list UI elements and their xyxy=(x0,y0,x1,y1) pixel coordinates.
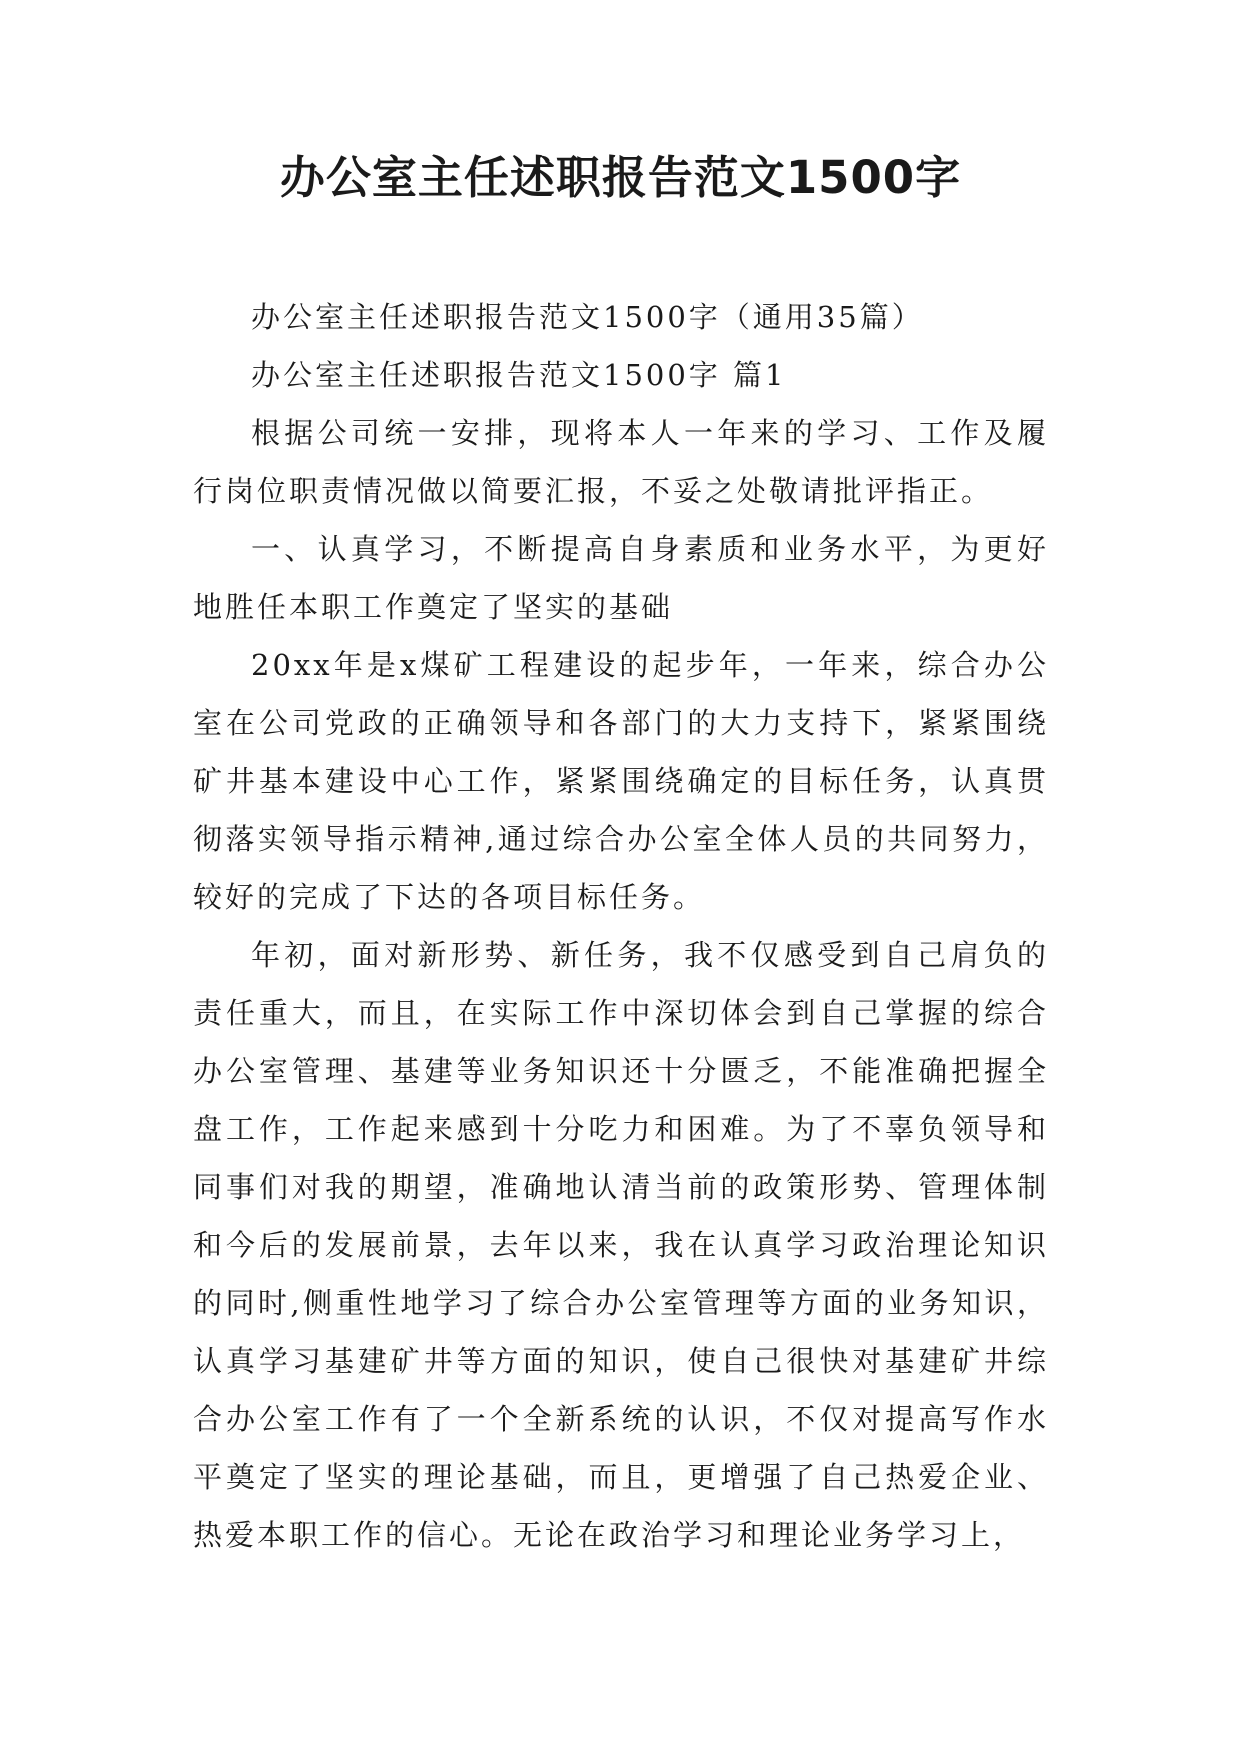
paragraph-heading-one: 一、认真学习，不断提高自身素质和业务水平，为更好地胜任本职工作奠定了坚实的基础 xyxy=(193,532,1049,624)
document-title: 办公室主任述职报告范文1500字 xyxy=(279,151,962,204)
section-heading: 办公室主任述职报告范文1500字 篇1 xyxy=(251,358,787,392)
document-subtitle: 办公室主任述职报告范文1500字（通用35篇） xyxy=(251,300,924,334)
paragraph-intro: 根据公司统一安排，现将本人一年来的学习、工作及履行岗位职责情况做以简要汇报，不妥之处敬请批评指正。 xyxy=(193,416,1049,508)
document-body xyxy=(193,288,1049,1564)
paragraph-summary: 20xx年是x煤矿工程建设的起步年，一年来，综合办公室在公司党政的正确领导和各部门的大力支持下，紧紧围绕矿井基本建设中心工作，紧紧围绕确定的目标任务，认真贯彻落实领导指示精神,通过综合办公室全体人员的共同努力，较好的完成了下达的各项目标任务。 xyxy=(193,648,1049,914)
paragraph-study: 年初，面对新形势、新任务，我不仅感受到自己肩负的责任重大，而且，在实际工作中深切体会到自己掌握的综合办公室管理、基建等业务知识还十分匮乏，不能准确把握全盘工作，工作起来感到十分吃力和困难。为了不辜负领导和同事们对我的期望，准确地认清当前的政策形势、管理体制和今后的发展前景，去年以来，我在认真学习政治理论知识的同时,侧重性地学习了综合办公室管理等方面的业务知识，认真学习基建矿井等方面的知识，使自己很快对基建矿井综合办公室工作有了一个全新系统的认识，不仅对提高写作水平奠定了坚实的理论基础，而且，更增强了自己热爱企业、热爱本职工作的信心。无论在政治学习和理论业务学习上， xyxy=(193,938,1049,1552)
